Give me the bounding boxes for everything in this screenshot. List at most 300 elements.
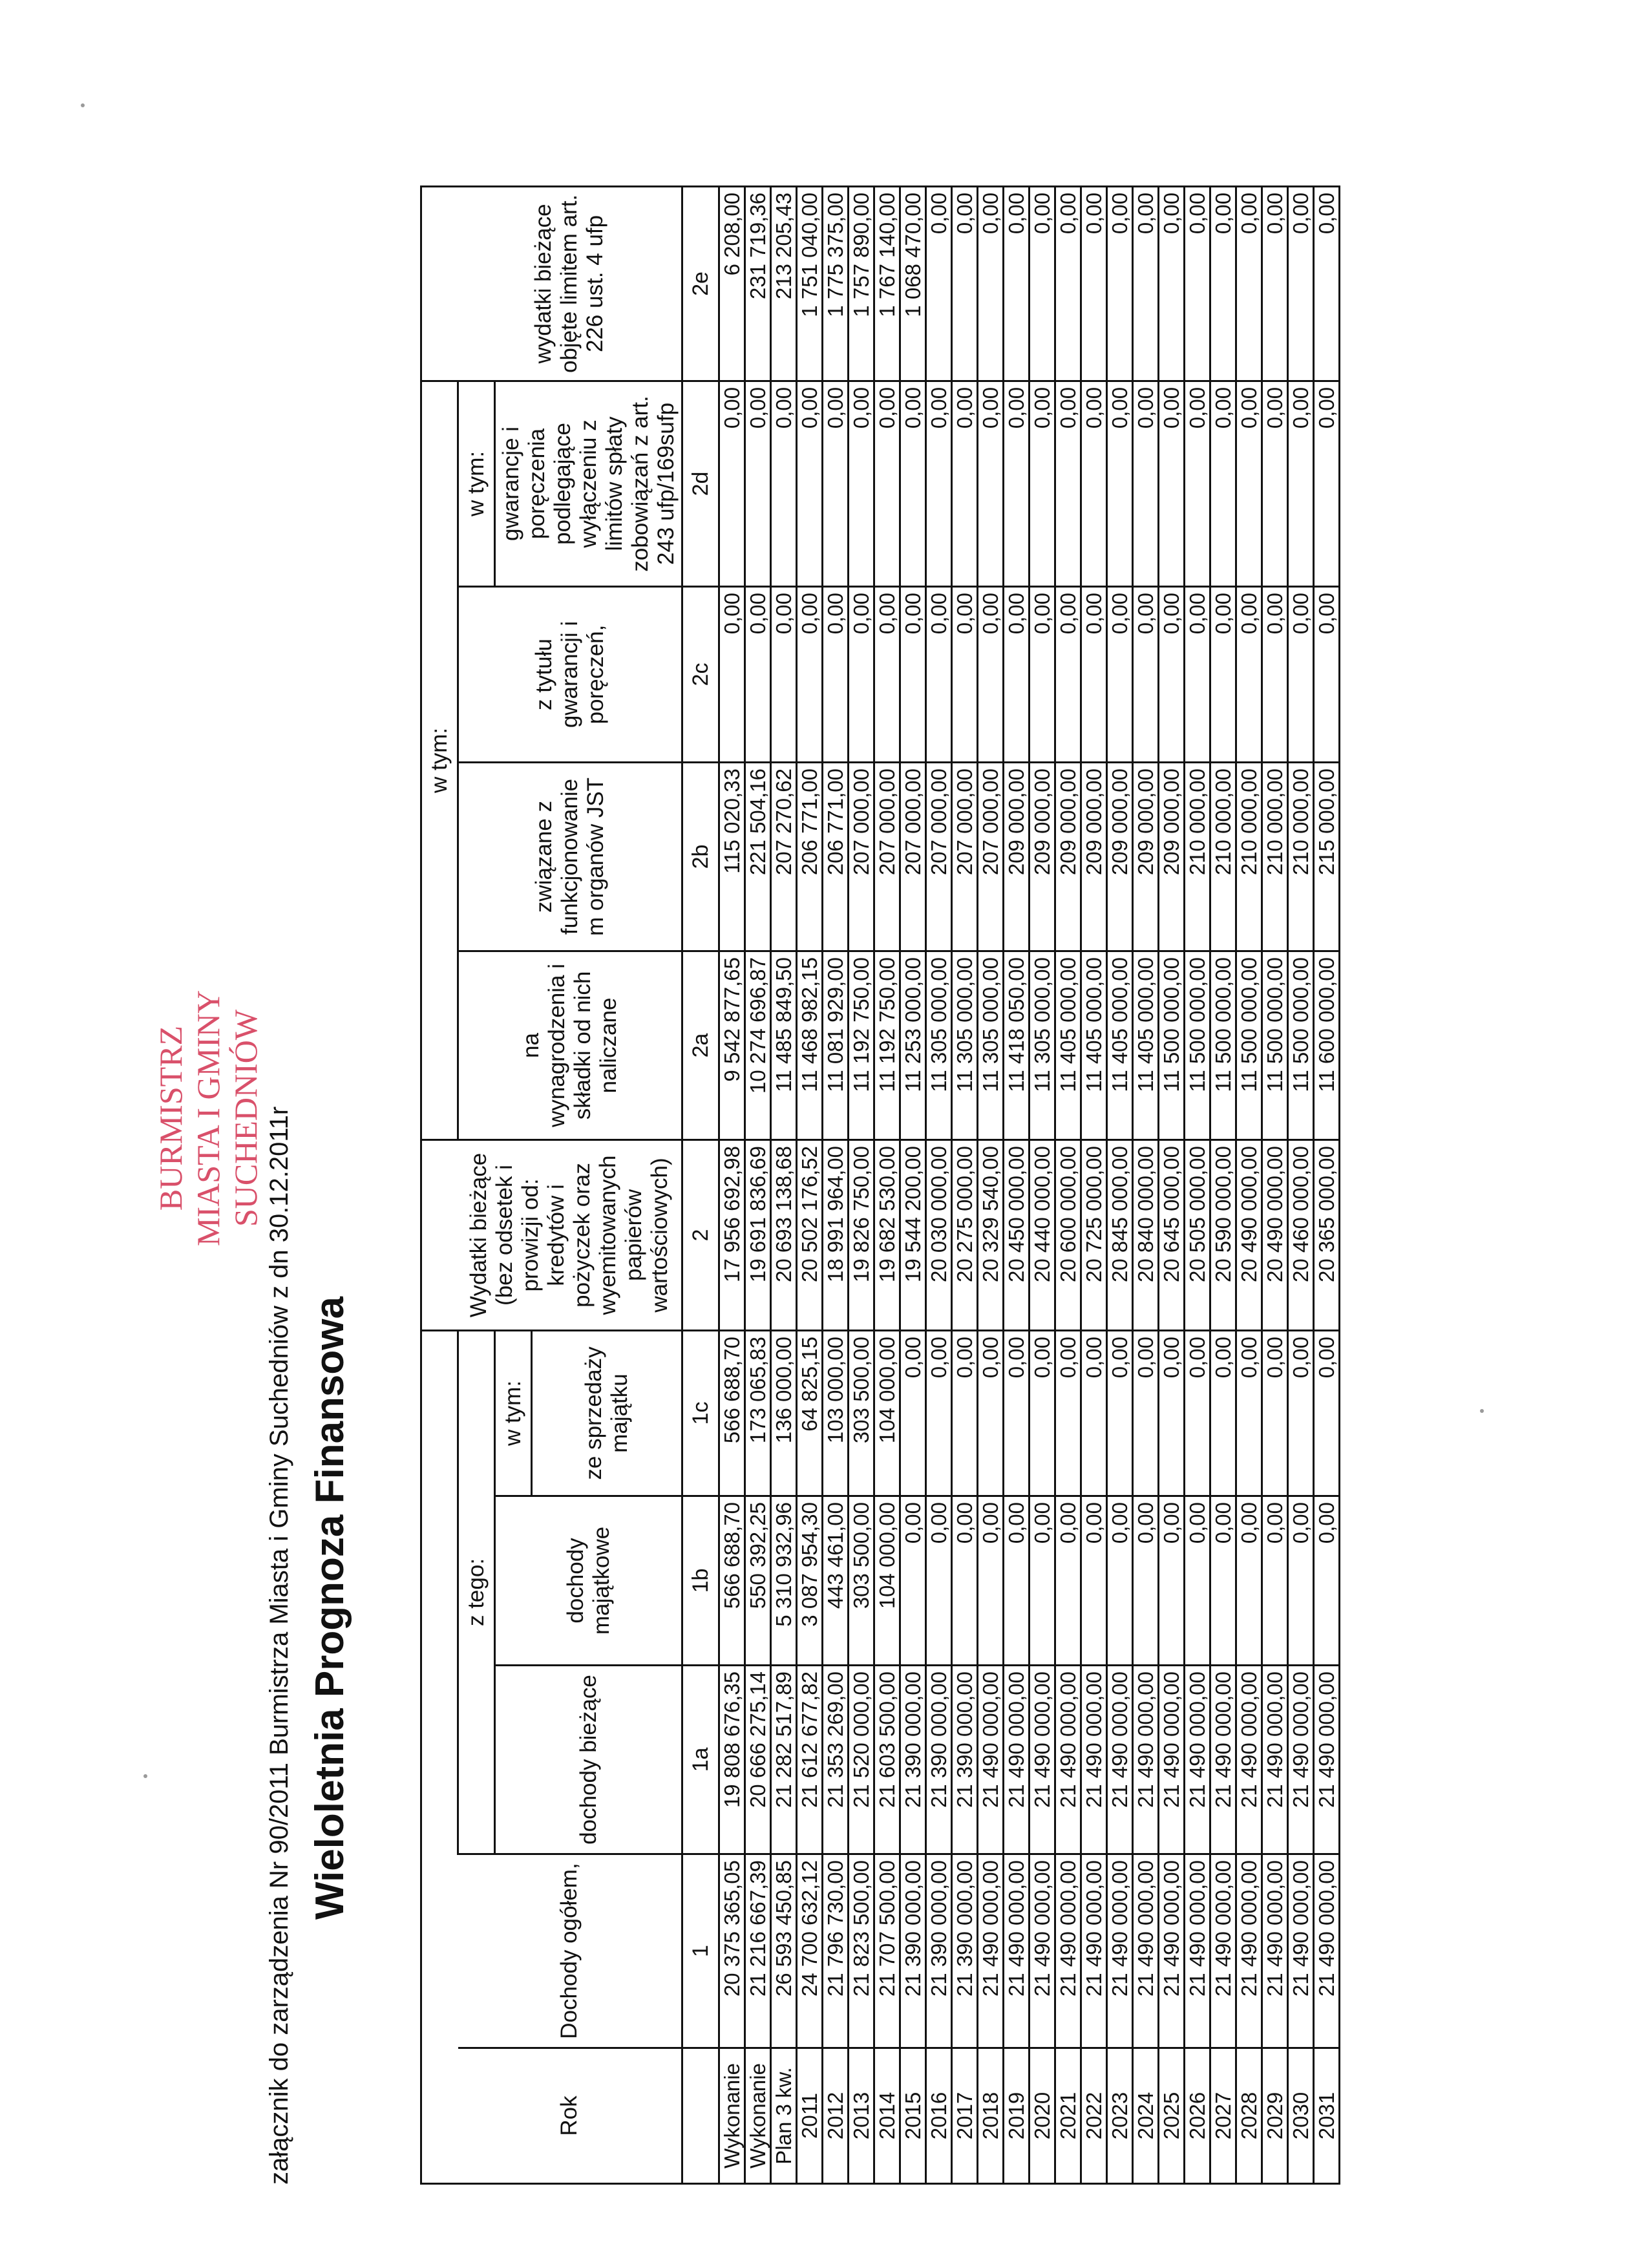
row-value-cell: 0,00 [1159, 586, 1185, 762]
table-row [978, 186, 1004, 2183]
table-row [926, 186, 952, 2183]
header-z-tego: z tego: [458, 1330, 495, 1854]
row-value-cell: 21 490 000,00 [978, 1854, 1004, 2048]
header-number: 1a [682, 1666, 719, 1854]
row-value-cell: 21 823 500,00 [849, 1854, 874, 2048]
row-value-cell: 11 500 000,00 [1185, 951, 1210, 1139]
table-row [849, 186, 874, 2183]
row-value-cell: 5 310 932,96 [771, 1496, 797, 1666]
header-blank [421, 1330, 458, 2183]
row-value-cell: 21 490 000,00 [1288, 1666, 1314, 1854]
row-value-cell: 21 490 000,00 [1185, 1854, 1210, 2048]
row-value-cell: 0,00 [1055, 586, 1081, 762]
row-value-cell: 1 757 890,00 [849, 186, 874, 381]
row-value-cell: 0,00 [1133, 1496, 1159, 1666]
row-value-cell: 9 542 877,65 [719, 951, 745, 1139]
row-value-cell: 11 305 000,00 [978, 951, 1004, 1139]
row-value-cell: 20 440 000,00 [1030, 1139, 1055, 1330]
row-value-cell: 0,00 [1262, 1330, 1288, 1496]
row-value-cell: 0,00 [952, 1330, 978, 1496]
row-value-cell: 210 000,00 [1262, 762, 1288, 951]
table-row [1288, 186, 1314, 2183]
row-year-cell: 2031 [1314, 2048, 1340, 2184]
row-value-cell: 11 468 982,15 [797, 951, 823, 1139]
row-value-cell: 20 590 000,00 [1210, 1139, 1236, 1330]
header-number: 1b [682, 1496, 719, 1666]
header-gwarancje-wylaczone: gwarancje i poręczenia podlegające wyłączeniu z limitów spłaty zobowiązań z art. 243 ufp/169sufp [495, 381, 682, 586]
row-value-cell: 566 688,70 [719, 1496, 745, 1666]
row-value-cell: 21 490 000,00 [1288, 1854, 1314, 2048]
table-row [1159, 186, 1185, 2183]
row-value-cell: 0,00 [952, 586, 978, 762]
stamp-text [152, 918, 264, 1319]
page-title: Wieloletnia Prognoza Finansowa [308, 1297, 352, 1920]
row-year-cell: 2028 [1236, 2048, 1262, 2184]
row-value-cell: 19 682 530,00 [874, 1139, 900, 1330]
row-value-cell: 0,00 [1236, 1330, 1262, 1496]
row-value-cell: 21 490 000,00 [1236, 1854, 1262, 2048]
row-value-cell: 21 390 000,00 [926, 1666, 952, 1854]
row-value-cell: 0,00 [745, 586, 771, 762]
row-value-cell: 1 068 470,00 [900, 186, 926, 381]
row-value-cell: 0,00 [1030, 1496, 1055, 1666]
header-dochody-biezace: dochody bieżące [495, 1666, 682, 1854]
row-value-cell: 0,00 [1288, 186, 1314, 381]
row-year-cell: 2012 [823, 2048, 849, 2184]
table-row [719, 186, 745, 2183]
row-value-cell: 0,00 [745, 381, 771, 586]
row-year-cell: 2019 [1004, 2048, 1030, 2184]
row-value-cell: 0,00 [849, 586, 874, 762]
row-value-cell: 0,00 [978, 586, 1004, 762]
row-value-cell: 210 000,00 [1236, 762, 1262, 951]
row-value-cell: 0,00 [978, 1496, 1004, 1666]
header-number: 2d [682, 381, 719, 586]
row-value-cell: 0,00 [1185, 1330, 1210, 1496]
row-value-cell: 0,00 [1107, 1330, 1133, 1496]
row-value-cell: 21 490 000,00 [1210, 1666, 1236, 1854]
row-value-cell: 20 502 176,52 [797, 1139, 823, 1330]
row-value-cell: 207 000,00 [926, 762, 952, 951]
table-row [1055, 186, 1081, 2183]
row-value-cell: 17 956 692,98 [719, 1139, 745, 1330]
header-w-tym-guarantees: w tym: [458, 381, 495, 586]
row-value-cell: 209 000,00 [1030, 762, 1055, 951]
row-year-cell: Wykonanie [719, 2048, 745, 2184]
row-value-cell: 0,00 [1055, 186, 1081, 381]
row-value-cell: 0,00 [1288, 1330, 1314, 1496]
row-value-cell: 0,00 [1288, 381, 1314, 586]
row-value-cell: 21 490 000,00 [1236, 1666, 1262, 1854]
row-value-cell: 21 390 000,00 [900, 1666, 926, 1854]
row-value-cell: 21 490 000,00 [1055, 1854, 1081, 2048]
row-value-cell: 21 490 000,00 [1185, 1666, 1210, 1854]
row-value-cell: 0,00 [1262, 186, 1288, 381]
row-value-cell: 11 500 000,00 [1262, 951, 1288, 1139]
row-value-cell: 11 253 000,00 [900, 951, 926, 1139]
row-value-cell: 209 000,00 [1107, 762, 1133, 951]
header-w-tym-expenses: w tym: [421, 381, 458, 1139]
row-value-cell: 215 000,00 [1314, 762, 1340, 951]
row-value-cell: 0,00 [1133, 186, 1159, 381]
table-row [1004, 186, 1030, 2183]
row-value-cell: 0,00 [1262, 381, 1288, 586]
header-w-tym-income: w tym: [495, 1330, 532, 1496]
row-value-cell: 0,00 [1210, 1496, 1236, 1666]
row-year-cell: 2023 [1107, 2048, 1133, 2184]
table-row [797, 186, 823, 2183]
header-wydatki-limit: wydatki bieżące objęte limitem art. 226 ust. 4 ufp [458, 186, 682, 381]
row-value-cell: 207 000,00 [978, 762, 1004, 951]
header-number: 2a [682, 951, 719, 1139]
stamp-line: BURMISTRZ [153, 1025, 189, 1211]
table-row [900, 186, 926, 2183]
row-value-cell: 104 000,00 [874, 1496, 900, 1666]
row-value-cell: 11 405 000,00 [1107, 951, 1133, 1139]
row-value-cell: 0,00 [1004, 1330, 1030, 1496]
row-value-cell: 11 405 000,00 [1081, 951, 1107, 1139]
row-value-cell: 0,00 [1081, 1496, 1107, 1666]
forecast-table [420, 185, 1340, 2185]
row-value-cell: 21 490 000,00 [1262, 1854, 1288, 2048]
row-value-cell: 0,00 [849, 381, 874, 586]
row-value-cell: 21 282 517,89 [771, 1666, 797, 1854]
row-value-cell: 0,00 [1210, 1330, 1236, 1496]
header-number: 2c [682, 586, 719, 762]
row-value-cell: 10 274 696,87 [745, 951, 771, 1139]
row-value-cell: 0,00 [1004, 381, 1030, 586]
row-value-cell: 11 192 750,00 [874, 951, 900, 1139]
row-value-cell: 19 691 836,69 [745, 1139, 771, 1330]
row-value-cell: 21 390 000,00 [952, 1854, 978, 2048]
row-year-cell: 2014 [874, 2048, 900, 2184]
row-value-cell: 20 375 365,05 [719, 1854, 745, 2048]
row-value-cell: 20 450 000,00 [1004, 1139, 1030, 1330]
rotated-sheet [265, 175, 1467, 2185]
row-value-cell: 21 490 000,00 [1210, 1854, 1236, 2048]
row-year-cell: 2026 [1185, 2048, 1210, 2184]
row-value-cell: 26 593 450,85 [771, 1854, 797, 2048]
row-value-cell: 20 275 000,00 [952, 1139, 978, 1330]
row-value-cell: 0,00 [926, 1496, 952, 1666]
row-value-cell: 0,00 [1081, 381, 1107, 586]
row-value-cell: 21 603 500,00 [874, 1666, 900, 1854]
row-value-cell: 21 490 000,00 [1107, 1666, 1133, 1854]
row-value-cell: 206 771,00 [797, 762, 823, 951]
row-value-cell: 20 600 000,00 [1055, 1139, 1081, 1330]
row-value-cell: 0,00 [978, 381, 1004, 586]
row-value-cell: 0,00 [797, 586, 823, 762]
row-value-cell: 21 353 269,00 [823, 1666, 849, 1854]
header-wydatki-biezace: Wydatki bieżące (bez odsetek i prowizji od: kredytów i pożyczek oraz wyemitowanych papierów wartościowych) [458, 1139, 682, 1330]
row-value-cell: 11 305 000,00 [952, 951, 978, 1139]
row-value-cell: 0,00 [926, 1330, 952, 1496]
row-value-cell: 0,00 [1030, 586, 1055, 762]
row-value-cell: 221 504,16 [745, 762, 771, 951]
row-value-cell: 0,00 [978, 186, 1004, 381]
header-sprzedaz-majatku: ze sprzedaży majątku [532, 1330, 682, 1496]
row-value-cell: 0,00 [719, 381, 745, 586]
header-dochody-ogolem: Dochody ogółem, [458, 1854, 682, 2048]
row-value-cell: 0,00 [926, 586, 952, 762]
row-year-cell: 2029 [1262, 2048, 1288, 2184]
row-value-cell: 0,00 [823, 586, 849, 762]
row-value-cell: 209 000,00 [1133, 762, 1159, 951]
row-value-cell: 11 600 000,00 [1314, 951, 1340, 1139]
row-value-cell: 20 505 000,00 [1185, 1139, 1210, 1330]
row-value-cell: 21 390 000,00 [952, 1666, 978, 1854]
row-value-cell: 18 991 964,00 [823, 1139, 849, 1330]
row-year-cell: 2025 [1159, 2048, 1185, 2184]
row-value-cell: 21 490 000,00 [1159, 1666, 1185, 1854]
row-value-cell: 0,00 [874, 586, 900, 762]
header-number-blank [682, 2048, 719, 2184]
row-value-cell: 1 775 375,00 [823, 186, 849, 381]
row-value-cell: 11 418 050,00 [1004, 951, 1030, 1139]
row-year-cell: 2013 [849, 2048, 874, 2184]
header-wynagrodzenia: na wynagrodzenia i składki od nich naliczane [458, 951, 682, 1139]
row-year-cell: Plan 3 kw. [771, 2048, 797, 2184]
row-value-cell: 0,00 [1055, 1496, 1081, 1666]
row-value-cell: 0,00 [1314, 1330, 1340, 1496]
row-value-cell: 11 500 000,00 [1236, 951, 1262, 1139]
row-value-cell: 11 305 000,00 [1030, 951, 1055, 1139]
table-row [1236, 186, 1262, 2183]
row-value-cell: 0,00 [1185, 381, 1210, 586]
row-value-cell: 0,00 [1004, 1496, 1030, 1666]
table-row [1107, 186, 1133, 2183]
row-year-cell: 2027 [1210, 2048, 1236, 2184]
row-year-cell: 2024 [1133, 2048, 1159, 2184]
row-value-cell: 0,00 [1159, 186, 1185, 381]
table-row [823, 186, 849, 2183]
header-number: 2b [682, 762, 719, 951]
row-value-cell: 0,00 [1314, 586, 1340, 762]
row-value-cell: 11 500 000,00 [1159, 951, 1185, 1139]
row-value-cell: 0,00 [1004, 586, 1030, 762]
row-value-cell: 0,00 [771, 381, 797, 586]
header-number: 2e [682, 186, 719, 381]
row-value-cell: 21 490 000,00 [1262, 1666, 1288, 1854]
row-value-cell: 0,00 [1185, 1496, 1210, 1666]
row-value-cell: 20 666 275,14 [745, 1666, 771, 1854]
row-value-cell: 0,00 [1107, 586, 1133, 762]
row-value-cell: 1 751 040,00 [797, 186, 823, 381]
row-year-cell: 2020 [1030, 2048, 1055, 2184]
scan-speck [81, 103, 85, 107]
row-value-cell: 0,00 [978, 1330, 1004, 1496]
row-year-cell: 2011 [797, 2048, 823, 2184]
row-value-cell: 207 000,00 [874, 762, 900, 951]
row-value-cell: 0,00 [1185, 586, 1210, 762]
table-row [874, 186, 900, 2183]
row-value-cell: 21 490 000,00 [1081, 1666, 1107, 1854]
row-value-cell: 21 490 000,00 [978, 1666, 1004, 1854]
header-rok: Rok [458, 2048, 682, 2184]
table-row [745, 186, 771, 2183]
row-value-cell: 0,00 [1159, 381, 1185, 586]
header-blank [421, 186, 458, 381]
row-value-cell: 0,00 [900, 586, 926, 762]
row-value-cell: 0,00 [1055, 381, 1081, 586]
header-blank [421, 1139, 458, 1330]
row-value-cell: 20 490 000,00 [1236, 1139, 1262, 1330]
row-value-cell: 210 000,00 [1288, 762, 1314, 951]
row-value-cell: 0,00 [926, 186, 952, 381]
row-value-cell: 0,00 [952, 381, 978, 586]
row-value-cell: 11 485 849,50 [771, 951, 797, 1139]
row-value-cell: 19 808 676,35 [719, 1666, 745, 1854]
row-value-cell: 20 645 000,00 [1159, 1139, 1185, 1330]
row-value-cell: 550 392,25 [745, 1496, 771, 1666]
row-value-cell: 21 490 000,00 [1133, 1666, 1159, 1854]
row-value-cell: 0,00 [1314, 381, 1340, 586]
header-gwarancje-poreczenia: z tytułu gwarancji i poręczeń, [458, 586, 682, 762]
row-value-cell: 11 500 000,00 [1210, 951, 1236, 1139]
table-row [1030, 186, 1055, 2183]
row-value-cell: 443 461,00 [823, 1496, 849, 1666]
row-year-cell: 2022 [1081, 2048, 1107, 2184]
table-row [771, 186, 797, 2183]
row-value-cell: 0,00 [1185, 186, 1210, 381]
table-row [1262, 186, 1288, 2183]
row-value-cell: 0,00 [1081, 586, 1107, 762]
row-value-cell: 0,00 [823, 381, 849, 586]
row-value-cell: 0,00 [900, 1496, 926, 1666]
row-value-cell: 21 612 677,82 [797, 1666, 823, 1854]
row-value-cell: 0,00 [1210, 586, 1236, 762]
row-value-cell: 0,00 [1159, 1496, 1185, 1666]
row-value-cell: 0,00 [1314, 1496, 1340, 1666]
row-value-cell: 0,00 [1081, 1330, 1107, 1496]
row-value-cell: 20 490 000,00 [1262, 1139, 1288, 1330]
row-value-cell: 173 065,83 [745, 1330, 771, 1496]
stamp-line: SUCHEDNIÓW [227, 1009, 264, 1227]
row-value-cell: 11 405 000,00 [1055, 951, 1081, 1139]
table-row [1081, 186, 1107, 2183]
header-number: 1 [682, 1854, 719, 2048]
row-value-cell: 0,00 [1055, 1330, 1081, 1496]
row-value-cell: 21 490 000,00 [1107, 1854, 1133, 2048]
row-value-cell: 20 725 000,00 [1081, 1139, 1107, 1330]
row-value-cell: 209 000,00 [1159, 762, 1185, 951]
row-value-cell: 303 500,00 [849, 1496, 874, 1666]
row-value-cell: 24 700 632,12 [797, 1854, 823, 2048]
row-value-cell: 207 270,62 [771, 762, 797, 951]
row-value-cell: 21 490 000,00 [1030, 1854, 1055, 2048]
row-value-cell: 213 205,43 [771, 186, 797, 381]
row-value-cell: 0,00 [1107, 1496, 1133, 1666]
row-value-cell: 0,00 [1030, 1330, 1055, 1496]
row-value-cell: 0,00 [797, 381, 823, 586]
row-value-cell: 0,00 [1133, 586, 1159, 762]
row-value-cell: 0,00 [874, 381, 900, 586]
row-value-cell: 0,00 [1262, 586, 1288, 762]
row-year-cell: 2018 [978, 2048, 1004, 2184]
row-value-cell: 115 020,33 [719, 762, 745, 951]
row-value-cell: 21 490 000,00 [1133, 1854, 1159, 2048]
row-value-cell: 136 000,00 [771, 1330, 797, 1496]
header-number: 1c [682, 1330, 719, 1496]
row-value-cell: 0,00 [1236, 186, 1262, 381]
row-value-cell: 0,00 [1288, 586, 1314, 762]
row-value-cell: 21 520 000,00 [849, 1666, 874, 1854]
row-value-cell: 0,00 [1288, 1496, 1314, 1666]
row-value-cell: 3 087 954,30 [797, 1496, 823, 1666]
row-value-cell: 11 305 000,00 [926, 951, 952, 1139]
row-value-cell: 206 771,00 [823, 762, 849, 951]
row-value-cell: 21 216 667,39 [745, 1854, 771, 2048]
row-value-cell: 21 490 000,00 [1314, 1854, 1340, 2048]
row-value-cell: 104 000,00 [874, 1330, 900, 1496]
row-value-cell: 210 000,00 [1210, 762, 1236, 951]
row-value-cell: 6 208,00 [719, 186, 745, 381]
attachment-caption: załącznik do zarządzenia Nr 90/2011 Burmistrza Miasta i Gminy Suchedniów z dn 30.12.2011r [265, 1106, 293, 2185]
row-value-cell: 0,00 [1236, 586, 1262, 762]
row-value-cell: 0,00 [1314, 186, 1340, 381]
row-value-cell: 19 826 750,00 [849, 1139, 874, 1330]
row-value-cell: 103 000,00 [823, 1330, 849, 1496]
row-value-cell: 0,00 [1030, 186, 1055, 381]
table-body [719, 186, 1340, 2183]
row-value-cell: 0,00 [1236, 1496, 1262, 1666]
row-value-cell: 21 490 000,00 [1055, 1666, 1081, 1854]
row-value-cell: 0,00 [1107, 186, 1133, 381]
row-value-cell: 21 490 000,00 [1030, 1666, 1055, 1854]
row-value-cell: 0,00 [1236, 381, 1262, 586]
row-value-cell: 0,00 [1210, 381, 1236, 586]
row-value-cell: 20 693 138,68 [771, 1139, 797, 1330]
row-value-cell: 11 500 000,00 [1288, 951, 1314, 1139]
table-header [421, 186, 719, 2183]
row-value-cell: 231 719,36 [745, 186, 771, 381]
row-value-cell: 207 000,00 [849, 762, 874, 951]
header-dochody-majatkowe: dochody majątkowe [495, 1496, 682, 1666]
row-value-cell: 20 460 000,00 [1288, 1139, 1314, 1330]
row-value-cell: 207 000,00 [952, 762, 978, 951]
row-value-cell: 0,00 [1262, 1496, 1288, 1666]
row-value-cell: 207 000,00 [900, 762, 926, 951]
table-row [1185, 186, 1210, 2183]
table-row [952, 186, 978, 2183]
row-year-cell: 2016 [926, 2048, 952, 2184]
row-year-cell: Wykonanie [745, 2048, 771, 2184]
scan-speck [143, 1774, 147, 1778]
row-value-cell: 0,00 [1004, 186, 1030, 381]
row-value-cell: 21 796 730,00 [823, 1854, 849, 2048]
row-value-cell: 11 405 000,00 [1133, 951, 1159, 1139]
row-year-cell: 2030 [1288, 2048, 1314, 2184]
row-value-cell: 11 081 929,00 [823, 951, 849, 1139]
row-value-cell: 303 500,00 [849, 1330, 874, 1496]
header-number: 2 [682, 1139, 719, 1330]
row-value-cell: 209 000,00 [1055, 762, 1081, 951]
row-value-cell: 210 000,00 [1185, 762, 1210, 951]
row-value-cell: 21 490 000,00 [1004, 1666, 1030, 1854]
row-year-cell: 2021 [1055, 2048, 1081, 2184]
row-value-cell: 209 000,00 [1004, 762, 1030, 951]
row-value-cell: 19 544 200,00 [900, 1139, 926, 1330]
row-value-cell: 0,00 [1159, 1330, 1185, 1496]
row-value-cell: 0,00 [1133, 1330, 1159, 1496]
row-value-cell: 0,00 [1107, 381, 1133, 586]
row-value-cell: 64 825,15 [797, 1330, 823, 1496]
row-value-cell: 20 030 000,00 [926, 1139, 952, 1330]
row-value-cell: 0,00 [1210, 186, 1236, 381]
row-value-cell: 0,00 [952, 186, 978, 381]
row-value-cell: 0,00 [952, 1496, 978, 1666]
row-value-cell: 21 490 000,00 [1314, 1666, 1340, 1854]
